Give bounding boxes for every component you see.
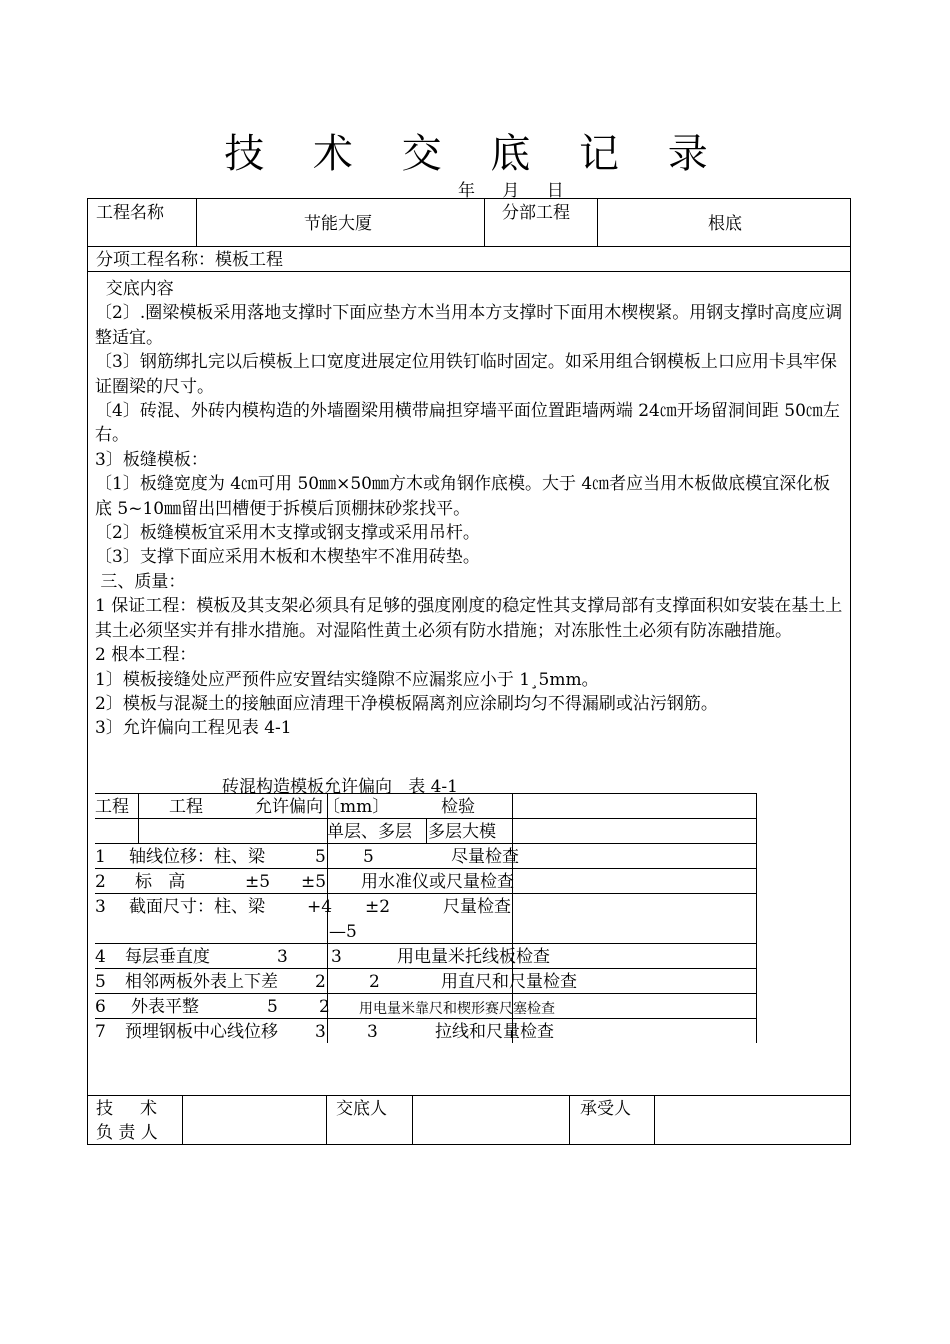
table-line: [95, 993, 757, 994]
table-row-method: 用电量米靠尺和楔形赛尺塞检查: [359, 1001, 555, 1017]
table-row-item: 相邻两板外表上下差: [125, 972, 278, 992]
table-row-single: +4: [307, 897, 333, 917]
footer-col-divider-5: [654, 1095, 655, 1145]
table-line: [95, 843, 757, 844]
table-row-no: 2: [95, 872, 106, 892]
date-label: 年 月 日: [458, 181, 564, 201]
content-line: 〔2〕.圈梁模板采用落地支撑时下面应垫方木当用本方支撑时下面用木楔楔紧。用钢支撑时高度应调整适宜。: [95, 303, 843, 348]
content-line: 交底内容: [95, 279, 174, 299]
part-label: 分部工程: [502, 203, 570, 223]
header-col-divider-1: [196, 199, 197, 246]
table-line: [756, 793, 757, 1043]
table-row-single: 5: [315, 847, 326, 867]
header-row-divider: [88, 246, 850, 247]
table-row-single-lower: —5: [329, 922, 357, 942]
table-line: [95, 943, 757, 944]
table-line: [95, 868, 757, 869]
table-subheader-single: 单层、多层: [327, 822, 412, 842]
discloser-label: 交底人: [336, 1099, 387, 1119]
page-title: 技 术 交 底 记 录: [224, 131, 726, 177]
table-row-multi: 2: [319, 997, 330, 1017]
content-line: 〔1〕板缝宽度为 4㎝可用 50㎜×50㎜方木或角钢作底模。大于 4㎝者应当用木板做底模宜深化板底 5~10㎜留出凹槽便于拆模后顶棚抹砂浆找平。: [95, 474, 831, 519]
content-line: 2 根本工程：: [95, 645, 197, 666]
table-caption: 砖混构造模板允许偏向 表 4-1: [222, 777, 458, 797]
table-row-no: 3: [95, 897, 106, 917]
content-line: 〔3〕支撑下面应采用木板和木楔垫牢不准用砖垫。: [95, 547, 480, 568]
footer-col-divider-2: [326, 1095, 327, 1145]
table-line: [138, 793, 139, 843]
part-value: 根底: [708, 214, 742, 234]
tolerance-table: [95, 793, 757, 1043]
table-header-item: 工程: [169, 797, 203, 817]
header-col-divider-2: [484, 199, 485, 246]
table-row-item: 预埋钢板中心线位移: [125, 1022, 278, 1042]
content-line: 1 保证工程：模板及其支架必须具有足够的强度刚度的稳定性其支撑局部有支撑面积如安装在基土上其土必须坚实并有排水措施。对湿陷性黄土必须有防水措施；对冻胀性土必须有防冻融措施。: [95, 596, 843, 641]
table-row-no: 5: [95, 972, 106, 992]
header-col-divider-3: [597, 199, 598, 246]
content-line: 1〕模板接缝处应严预件应安置结实缝隙不应漏浆应小于 1¸5mm。: [95, 669, 599, 690]
subitem-name: 分项工程名称：模板工程: [96, 250, 283, 270]
table-row-item: 标 高: [135, 872, 186, 892]
table-row-no: 4: [95, 947, 106, 967]
content-line: 〔4〕砖混、外砖内模构造的外墙圈梁用横带扁担穿墙平面位置距墙两端 24㎝开场留洞间距 50㎝左右。: [95, 401, 840, 446]
table-row-item: 轴线位移：柱、梁: [129, 847, 265, 867]
table-row-item: 每层垂直度: [125, 947, 210, 967]
table-header-no: 工程: [95, 797, 129, 817]
table-row-multi: 5: [363, 847, 374, 867]
table-row-multi: 2: [369, 972, 380, 992]
table-row-single: 5: [267, 997, 278, 1017]
content-line: 3〕板缝模板：: [95, 449, 208, 470]
table-row-single: 3: [315, 1022, 326, 1042]
table-row-method: 尽量检查: [451, 847, 519, 867]
content-line: 三、质量：: [95, 571, 186, 592]
content-line: 〔2〕板缝模板宜采用木支撑或钢支撑或采用吊杆。: [95, 523, 480, 544]
table-row-method: 用水准仪或尺量检查: [361, 872, 514, 892]
disclosure-content: [95, 277, 845, 741]
table-line: [95, 893, 757, 894]
table-row-multi: ±2: [365, 897, 391, 917]
table-header-method: 检验: [441, 797, 475, 817]
content-line: 〔3〕钢筋绑扎完以后模板上口宽度进展定位用铁钉临时固定。如采用组合钢模板上口应用卡具牢保证圈梁的尺寸。: [95, 352, 837, 397]
table-row-no: 6: [95, 997, 106, 1017]
table-row-multi: 3: [331, 947, 342, 967]
subitem-row-divider: [88, 271, 850, 272]
table-row-no: 7: [95, 1022, 106, 1042]
footer-col-divider-3: [412, 1095, 413, 1145]
table-row-method: 拉线和尺量检查: [435, 1022, 554, 1042]
table-line: [95, 968, 757, 969]
table-line: [426, 818, 427, 843]
footer-col-divider-1: [182, 1095, 183, 1145]
tech-lead-label-line1: 技 术: [96, 1099, 158, 1119]
table-row-method: 尺量检查: [443, 897, 511, 917]
table-row-single: 2: [315, 972, 326, 992]
table-header-tolerance: 允许偏向〔mm〕: [255, 797, 390, 817]
content-line: 3〕允许偏向工程见表 4-1: [95, 718, 292, 739]
table-row-single: ±5: [245, 872, 271, 892]
table-row-no: 1: [95, 847, 106, 867]
table-row-multi: ±5: [301, 872, 327, 892]
tech-lead-label-line2: 负 责 人: [96, 1123, 158, 1143]
table-subheader-multi: 多层大模: [428, 822, 496, 842]
project-name-value: 节能大厦: [304, 214, 372, 234]
footer-row-divider: [88, 1095, 850, 1096]
footer-col-divider-4: [569, 1095, 570, 1145]
table-row-method: 用直尺和尺量检查: [441, 972, 577, 992]
table-row-multi: 3: [367, 1022, 378, 1042]
table-line: [95, 793, 757, 794]
table-row-single: 3: [277, 947, 288, 967]
content-line: 2〕模板与混凝土的接触面应清理干净模板隔离剂应涂刷均匀不得漏刷或沾污钢筋。: [95, 693, 718, 714]
table-row-item: 截面尺寸：柱、梁: [129, 897, 265, 917]
project-name-label: 工程名称: [96, 203, 164, 223]
table-row-item: 外表平整: [131, 997, 199, 1017]
table-row-method: 用电量米托线板检查: [397, 947, 550, 967]
receiver-label: 承受人: [580, 1099, 631, 1119]
